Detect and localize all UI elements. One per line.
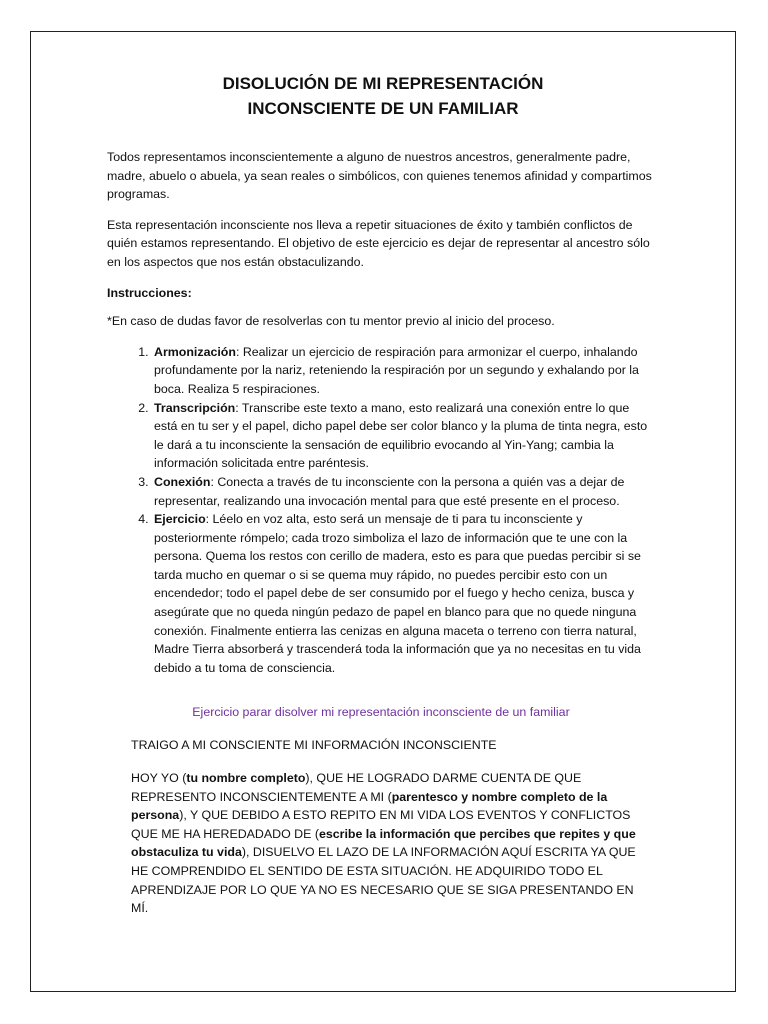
list-item <box>152 399 655 473</box>
exercise-block <box>107 736 655 917</box>
exercise-placeholder: parentesco y nombre completo de la persona <box>131 789 608 823</box>
exercise-line: TRAIGO A MI CONSCIENTE MI INFORMACIÓN INCONSCIENTE <box>131 738 497 753</box>
step-term: Transcripción <box>154 400 236 415</box>
step-term: Conexión <box>154 474 211 489</box>
exercise-placeholder: escribe la información que percibes que repites y que obstaculiza tu vida <box>131 826 636 860</box>
document-body <box>107 148 655 932</box>
instructions-heading: Instrucciones: <box>107 285 192 300</box>
list-item <box>152 473 655 510</box>
step-text: : Léelo en voz alta, esto será un mensaje de ti para tu inconsciente y posteriormente rómpelo; cada trozo simboliza el lazo de información que te une con la persona. Quema los restos con cerillo de madera, esto es para que puedas percibir si se tarda mucho en quemar o si se quema muy rápido, no puedes percibir esto con un encendedor; todo el papel debe de ser consumido por el fuego y hecho ceniza, busca y asegúrate que no queda ningún pedazo de papel en blanco para que no quede ninguna conexión. Finalmente entierra las cenizas en alguna maceta o terreno con tierra natural, Madre Tierra absorberá y trascenderá toda la información que ya no necesitas en tu vida debido a tu toma de consciencia. <box>154 512 641 675</box>
step-text: : Transcribe este texto a mano, esto realizará una conexión entre lo que está en tu ser y el papel, dicho papel debe ser color blanco y la pluma de tinta negra, esto le dará a tu inconsciente la sensación de equilibrio evocando al Yin-Yang; cambia la información solicitada entre paréntesis. <box>154 400 648 471</box>
document-page <box>30 31 736 992</box>
exercise-text: HOY YO ( <box>131 771 187 786</box>
exercise-text: ), DISUELVO EL LAZO DE LA INFORMACIÓN AQUÍ ESCRITA YA QUE HE COMPRENDIDO EL SENTIDO DE ESTA SITUACIÓN. HE ADQUIRIDO TODO EL APRENDIZAJE POR LO QUE YA NO ES NECESARIO QUE SE SIGA PRESENTANDO EN MÍ. <box>131 845 636 916</box>
step-term: Armonización <box>154 344 236 359</box>
instructions-list <box>107 343 655 678</box>
exercise-placeholder: tu nombre completo <box>186 771 306 786</box>
exercise-statement <box>131 769 651 918</box>
step-text: : Conecta a través de tu inconsciente con la persona a quién vas a dejar de representar, realizando una invocación mental para que esté presente en el proceso. <box>154 474 625 508</box>
document-title <box>31 71 735 121</box>
intro-paragraph: Esta representación inconsciente nos lleva a repetir situaciones de éxito y también conflictos de quién estamos representando. El objetivo de este ejercicio es dejar de representar al ancestro sólo en los aspectos que nos están obstaculizando. <box>107 217 650 269</box>
exercise-text: ), QUE HE LOGRADO DARME CUENTA DE QUE REPRESENTO INCONSCIENTEMENTE A MI ( <box>131 771 582 804</box>
list-item <box>152 510 655 677</box>
title-line-1: DISOLUCIÓN DE MI REPRESENTACIÓN <box>222 74 544 93</box>
intro-paragraph: Todos representamos inconscientemente a alguno de nuestros ancestros, generalmente padre, madre, abuelo o abuela, ya sean reales o simbólicos, con quienes tenemos afinidad y compartimos programas. <box>107 150 652 202</box>
step-text: : Realizar un ejercicio de respiración para armonizar el cuerpo, inhalando profundamente por la nariz, reteniendo la respiración por un segundo y exhalando por la boca. Realiza 5 respiraciones. <box>154 344 639 396</box>
step-term: Ejercicio <box>154 512 206 527</box>
title-line-2: INCONSCIENTE DE UN FAMILIAR <box>247 99 519 118</box>
list-item <box>152 343 655 399</box>
exercise-text: ), Y QUE DEBIDO A ESTO REPITO EN MI VIDA LOS EVENTOS Y CONFLICTOS QUE ME HA HEREDADADO DE ( <box>131 808 631 841</box>
exercise-title: Ejercicio parar disolver mi representación inconsciente de un familiar <box>192 705 570 720</box>
instructions-note: *En caso de dudas favor de resolverlas con tu mentor previo al inicio del proceso. <box>107 314 555 329</box>
